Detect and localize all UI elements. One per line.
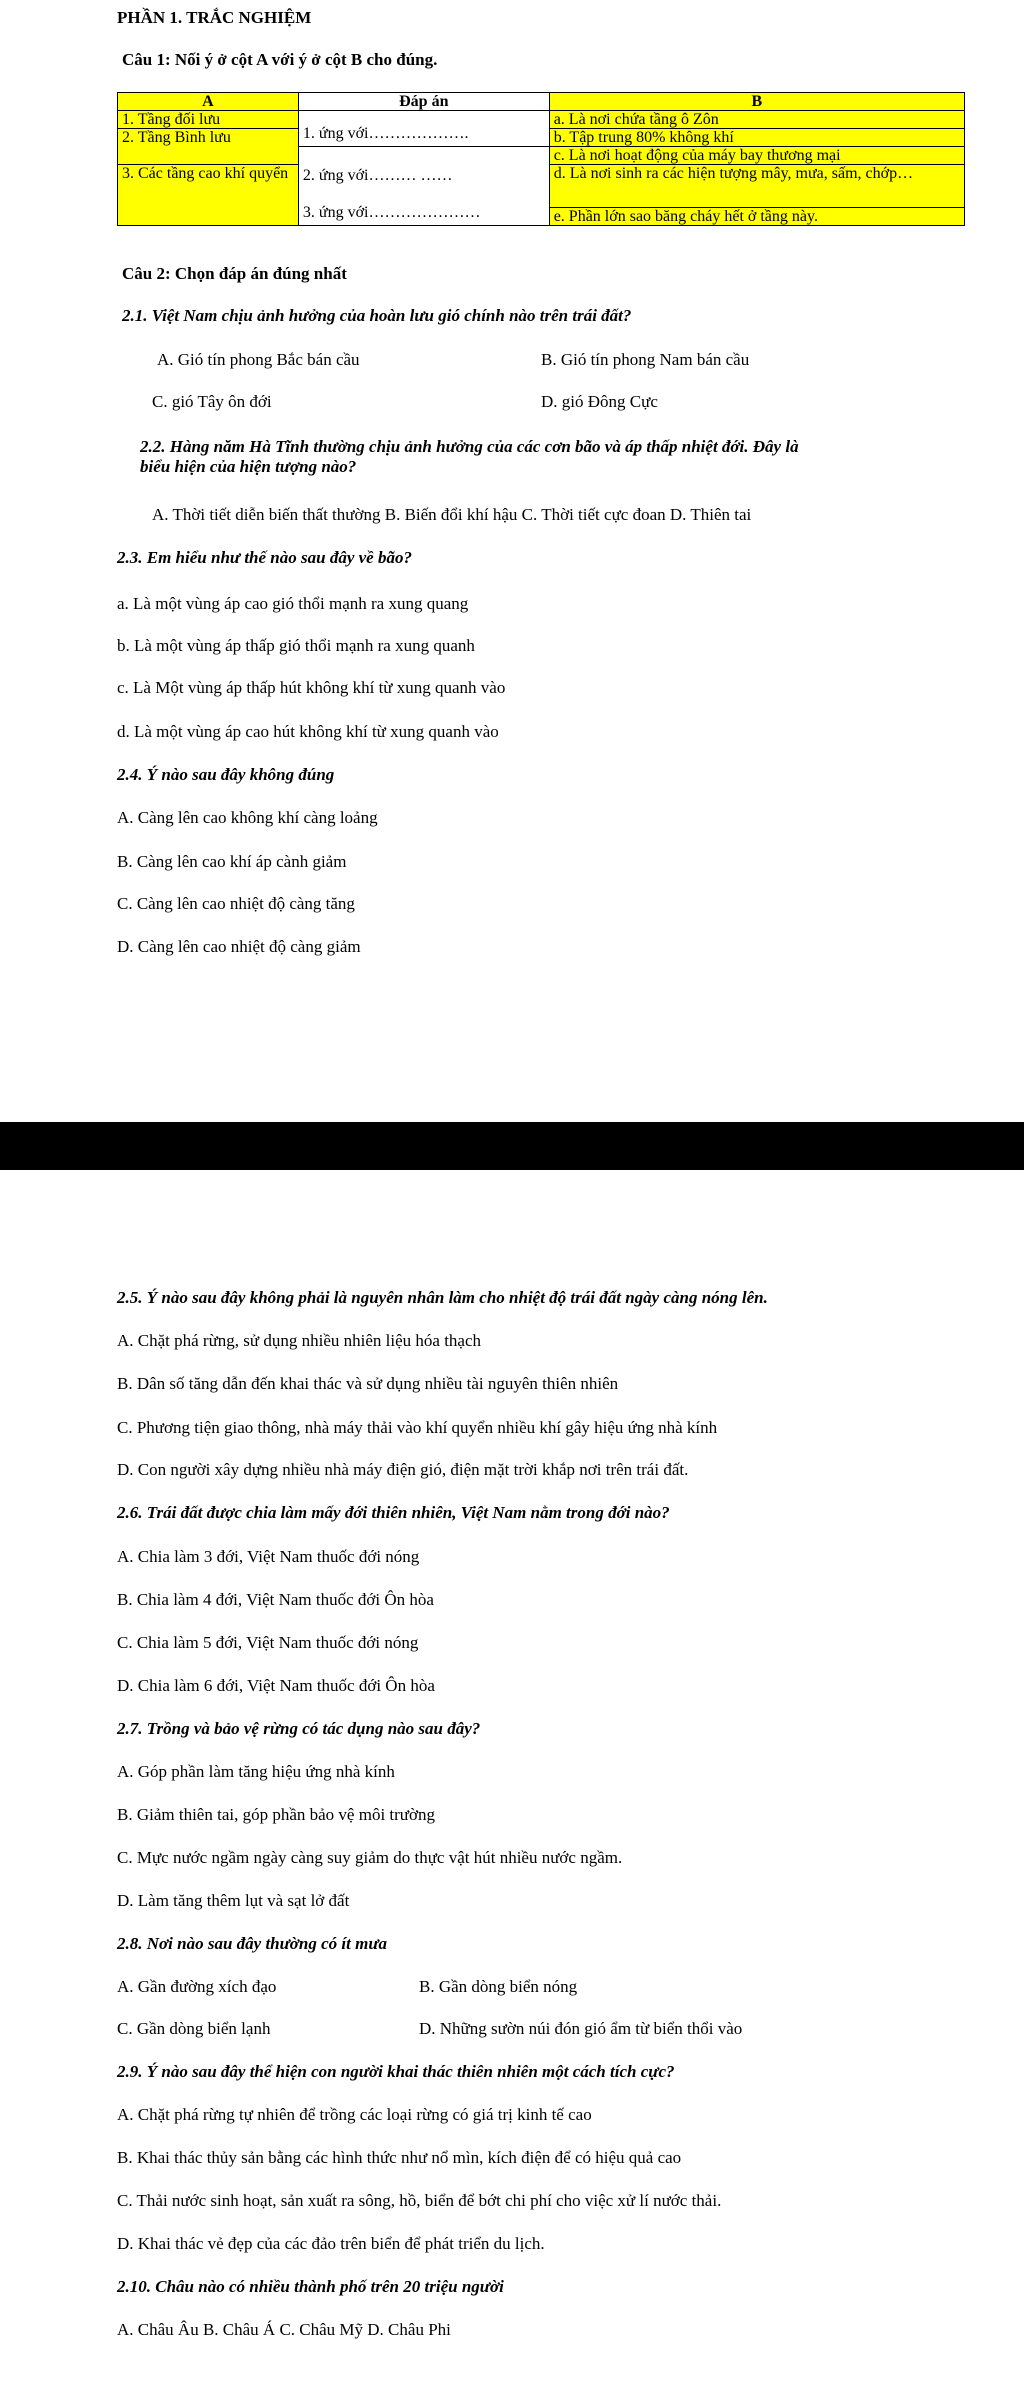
column-b-item-e: e. Phần lớn sao băng cháy hết ở tầng này. [549, 208, 964, 226]
option-2-4-a[interactable]: A. Càng lên cao không khí càng loảng [117, 808, 378, 827]
option-2-4-c[interactable]: C. Càng lên cao nhiệt độ càng tăng [117, 894, 355, 913]
option-2-7-d[interactable]: D. Làm tăng thêm lụt và sạt lở đất [117, 1891, 350, 1910]
column-b-item-d: d. Là nơi sinh ra các hiện tượng mây, mưa, sấm, chớp… [549, 165, 964, 208]
answer-column-header: Đáp án [298, 93, 549, 111]
option-2-8-a[interactable]: A. Gần đường xích đạo [117, 1977, 277, 1996]
option-2-1-c[interactable]: C. gió Tây ôn đới [152, 392, 272, 411]
option-2-6-c[interactable]: C. Chia làm 5 đới, Việt Nam thuốc đới nóng [117, 1633, 419, 1652]
option-2-5-b[interactable]: B. Dân số tăng dẫn đến khai thác và sử dụng nhiều tài nguyên thiên nhiên [117, 1374, 619, 1393]
options-2-10[interactable]: A. Châu Âu B. Châu Á C. Châu Mỹ D. Châu Phi [117, 2320, 451, 2339]
answer-cell-2-3 [298, 147, 549, 226]
column-a-header: A [118, 93, 299, 111]
option-2-1-d[interactable]: D. gió Đông Cực [541, 392, 658, 411]
option-2-1-a[interactable]: A. Gió tín phong Bắc bán cầu [157, 350, 360, 369]
option-2-3-a[interactable]: a. Là một vùng áp cao gió thổi mạnh ra xung quang [117, 594, 469, 613]
option-2-5-a[interactable]: A. Chặt phá rừng, sử dụng nhiều nhiên liệu hóa thạch [117, 1331, 482, 1350]
options-2-2[interactable]: A. Thời tiết diễn biến thất thường B. Biến đổi khí hậu C. Thời tiết cực đoan D. Thiên tai [152, 505, 752, 524]
question-2-5: 2.5. Ý nào sau đây không phải là nguyên nhân làm cho nhiệt độ trái đất ngày càng nóng lên. [117, 1288, 768, 1307]
column-b-item-b: b. Tập trung 80% không khí [549, 129, 964, 147]
column-a-item-1: 1. Tầng đối lưu [118, 111, 299, 129]
column-b-header: B [549, 93, 964, 111]
page-separator [0, 1122, 1024, 1170]
option-2-9-a[interactable]: A. Chặt phá rừng tự nhiên để trồng các loại rừng có giá trị kinh tế cao [117, 2105, 592, 2124]
question-2-2-line-1: 2.2. Hàng năm Hà Tĩnh thường chịu ảnh hưởng của các cơn bão và áp thấp nhiệt đới. Đây là [140, 437, 799, 456]
question-2-1: 2.1. Việt Nam chịu ảnh hưởng của hoàn lưu gió chính nào trên trái đất? [122, 306, 632, 325]
column-b-item-c: c. Là nơi hoạt động của máy bay thương mại [549, 147, 964, 165]
part-title: PHẦN 1. TRẮC NGHIỆM [117, 8, 312, 27]
answer-slot-3[interactable]: 3. ứng với………………… [302, 204, 481, 221]
column-a-item-3: 3. Các tầng cao khí quyển [118, 165, 299, 226]
option-2-3-b[interactable]: b. Là một vùng áp thấp gió thổi mạnh ra xung quanh [117, 636, 475, 655]
column-a-item-2: 2. Tầng Bình lưu [118, 129, 299, 165]
option-2-3-c[interactable]: c. Là Một vùng áp thấp hút không khí từ xung quanh vào [117, 678, 506, 697]
document-page-1 [0, 0, 1024, 1122]
option-2-8-d[interactable]: D. Những sườn núi đón gió ẩm từ biển thổi vào [419, 2019, 743, 2038]
question-2-8: 2.8. Nơi nào sau đây thường có ít mưa [117, 1934, 388, 1953]
option-2-6-b[interactable]: B. Chia làm 4 đới, Việt Nam thuốc đới Ôn hòa [117, 1590, 434, 1609]
option-2-7-a[interactable]: A. Góp phần làm tăng hiệu ứng nhà kính [117, 1762, 395, 1781]
question-2-10: 2.10. Châu nào có nhiều thành phố trên 20 triệu người [117, 2277, 504, 2296]
option-2-8-b[interactable]: B. Gần dòng biển nóng [419, 1977, 578, 1996]
matching-table [117, 92, 965, 226]
question-2-title: Câu 2: Chọn đáp án đúng nhất [122, 264, 347, 283]
question-1-title: Câu 1: Nối ý ở cột A với ý ở cột B cho đúng. [122, 50, 438, 69]
option-2-9-d[interactable]: D. Khai thác vẻ đẹp của các đảo trên biển để phát triển du lịch. [117, 2234, 545, 2253]
option-2-4-b[interactable]: B. Càng lên cao khí áp cành giảm [117, 852, 347, 871]
option-2-5-c[interactable]: C. Phương tiện giao thông, nhà máy thải vào khí quyển nhiều khí gây hiệu ứng nhà kính [117, 1418, 718, 1437]
question-2-2-line-2: biểu hiện của hiện tượng nào? [140, 457, 357, 476]
option-2-9-b[interactable]: B. Khai thác thủy sản bằng các hình thức như nổ mìn, kích điện để có hiệu quả cao [117, 2148, 682, 2167]
option-2-9-c[interactable]: C. Thải nước sinh hoạt, sản xuất ra sông, hồ, biển để bớt chi phí cho việc xử lí nước thải. [117, 2191, 722, 2210]
option-2-5-d[interactable]: D. Con người xây dựng nhiều nhà máy điện gió, điện mặt trời khắp nơi trên trái đất. [117, 1460, 689, 1479]
option-2-7-b[interactable]: B. Giảm thiên tai, góp phần bảo vệ môi trường [117, 1805, 436, 1824]
question-2-9: 2.9. Ý nào sau đây thể hiện con người khai thác thiên nhiên một cách tích cực? [117, 2062, 675, 2081]
document-page-2 [0, 1170, 1024, 2390]
question-2-6: 2.6. Trái đất được chia làm mấy đới thiên nhiên, Việt Nam nằm trong đới nào? [117, 1503, 670, 1522]
question-2-3: 2.3. Em hiểu như thế nào sau đây về bão? [117, 548, 412, 567]
option-2-3-d[interactable]: d. Là một vùng áp cao hút không khí từ xung quanh vào [117, 722, 499, 741]
option-2-4-d[interactable]: D. Càng lên cao nhiệt độ càng giảm [117, 937, 361, 956]
column-b-item-a: a. Là nơi chứa tầng ô Zôn [549, 111, 964, 129]
question-2-7: 2.7. Trồng và bảo vệ rừng có tác dụng nào sau đây? [117, 1719, 481, 1738]
option-2-8-c[interactable]: C. Gần dòng biển lạnh [117, 2019, 271, 2038]
option-2-7-c[interactable]: C. Mực nước ngầm ngày càng suy giảm do thực vật hút nhiều nước ngầm. [117, 1848, 623, 1867]
option-2-6-a[interactable]: A. Chia làm 3 đới, Việt Nam thuốc đới nóng [117, 1547, 420, 1566]
answer-slot-2[interactable]: 2. ứng với……… …… [302, 167, 453, 184]
option-2-1-b[interactable]: B. Gió tín phong Nam bán cầu [541, 350, 750, 369]
question-2-4: 2.4. Ý nào sau đây không đúng [117, 765, 335, 784]
option-2-6-d[interactable]: D. Chia làm 6 đới, Việt Nam thuốc đới Ôn hòa [117, 1676, 435, 1695]
answer-slot-1[interactable]: 1. ứng với………………. [298, 111, 549, 147]
